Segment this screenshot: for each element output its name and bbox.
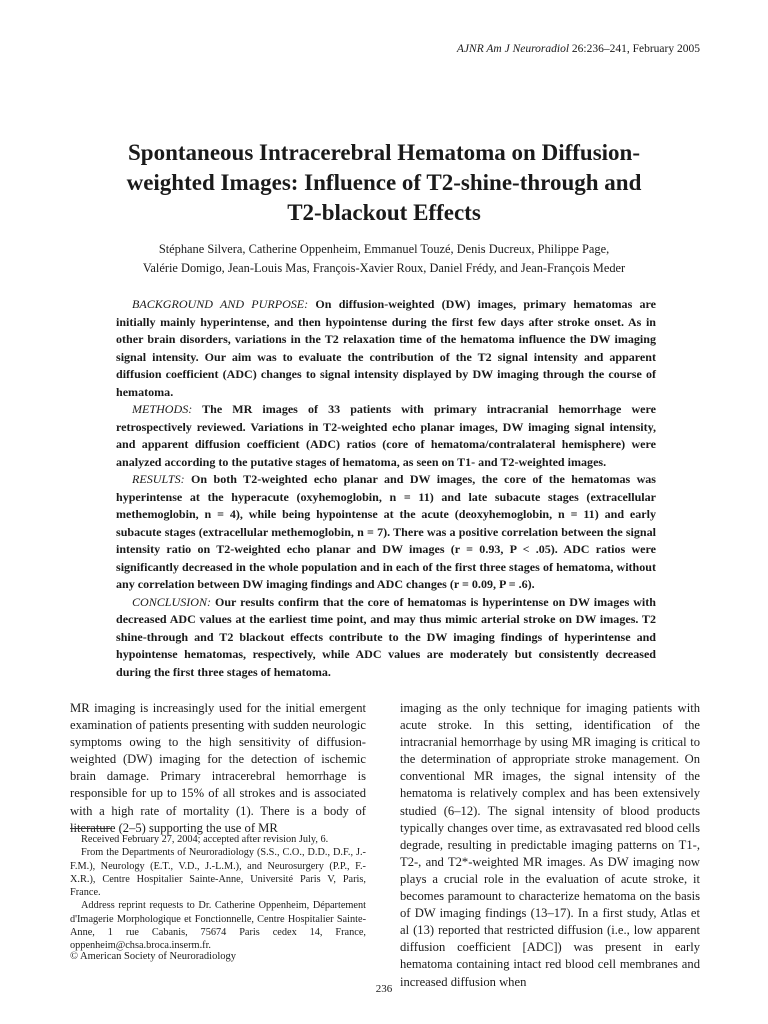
abstract-methods — [116, 401, 656, 471]
author-line: Stéphane Silvera, Catherine Oppenheim, Emmanuel Touzé, Denis Ducreux, Philippe Page, — [158, 242, 610, 256]
abstract-background — [116, 296, 656, 401]
abstract-section-text: On diffusion-weighted (DW) images, primary hematomas are initially mainly hyperintense, and then hypointense during the first few days after stroke onset. As in other brain disorders, variations in the T2 relaxation time of the hematoma influence the DW imaging signal intensity. Our aim was to evaluate the contribution of the T2 signal intensity and apparent diffusion coefficient (ADC) changes to signal intensity displayed by DW imaging through the course of hematoma. — [116, 297, 656, 399]
footnote-correspondence: Address reprint requests to Dr. Catherine Oppenheim, Département d'Imagerie Morphologique et Fonctionnelle, Centre Hospitalier Sainte-Anne, 1 rue Cabanis, 75674 Paris cedex 14, France, oppenheim@chsa.broca.inserm.fr. — [70, 900, 366, 952]
abstract-section-text: The MR images of 33 patients with primary intracranial hemorrhage were retrospectively reviewed. Variations in T2-weighted echo planar images, DW imaging signal intensity, and apparent diffusion coefficient (ADC) ratios (core of hematoma/contralateral hemisphere) were analyzed according to the putative stages of hematoma, as seen on T1- and T2-weighted images. — [116, 402, 656, 469]
body-paragraph: MR imaging is increasingly used for the initial emergent examination of patients presenting with sudden neurologic symptoms owing to the high sensitivity of diffusion-weighted (DW) imaging for the detection of ischemic brain damage. Primary intracerebral hemorrhage is responsible for up to 15% of all strokes and is associated with a high rate of mortality (1). There is a body of literature (2–5) supporting the use of MR — [70, 701, 366, 835]
journal-volume-date: 26:236–241, February 2005 — [569, 43, 700, 55]
abstract-conclusion — [116, 594, 656, 682]
page-number: 236 — [375, 983, 393, 995]
author-list — [118, 240, 650, 278]
journal-name: AJNR Am J Neuroradiol — [456, 43, 570, 55]
body-column-right — [400, 700, 700, 991]
abstract-section-label: METHODS: — [132, 402, 193, 416]
body-column-left — [70, 700, 366, 837]
author-line: Valérie Domigo, Jean-Louis Mas, François-Xavier Roux, Daniel Frédy, and Jean-François Meder — [142, 261, 626, 275]
abstract-section-label: RESULTS: — [132, 472, 185, 486]
abstract-section-text: Our results confirm that the core of hematomas is hyperintense on DW images with decreased ADC values at the earliest time point, and may thus mimic arterial stroke on DW images. T2 shine-through and T2 blackout effects contribute to the DW imaging findings of hyperintense and hypointense hematomas, respectively, while ADC values are moderately but consistently decreased during the first three stages of hematoma. — [116, 594, 656, 679]
footnotes — [70, 833, 366, 953]
footnote-affiliations: From the Departments of Neuroradiology (S.S., C.O., D.D., D.F., J.-F.M.), Neurology (E.T., V.D., J.-L.M.), and Neurosurgery (P.P., F.-X.R.), Centre Hospitalier Sainte-Anne, Université Paris V, Paris, France. — [70, 847, 366, 899]
article-title: Spontaneous Intracerebral Hematoma on Diffusion-weighted Images: Influence of T2-shine-through and T2-blackout Effects — [126, 140, 642, 225]
abstract-section-label: CONCLUSION: — [132, 594, 211, 609]
abstract-section-text: On both T2-weighted echo planar and DW images, the core of the hematomas was hyperintense at the hyperacute (oxyhemoglobin, n = 11) and late subacute stages (extracellular methemoglobin, n = 4), while being hypointense at the acute (deoxyhemoglobin, n = 11) and early subacute stages (extracellular methemoglobin, n = 7). There was a positive correlation between the signal intensity ratio on T2-weighted echo planar and DW images (r = 0.93, P < .05). ADC ratios were significantly decreased in the whole population and in each of the first three stages of hematoma, without any correlation between DW imaging findings and ADC changes (r = 0.09, P = .6). — [116, 472, 656, 591]
abstract-section-label: BACKGROUND AND PURPOSE: — [132, 297, 309, 311]
body-paragraph: imaging as the only technique for imaging patients with acute stroke. In this setting, identification of the intracranial hemorrhage by using MR imaging is critical to the determination of appropriate stroke management. On conventional MR images, the signal intensity of the hematoma is relatively complex and has been extensively studied (6–12). The signal intensity of blood products typically changes over time, as extravasated red blood cells degrade, resulting in predictable imaging patterns on T1-, T2-, and T2*-weighted MR images. As DW imaging now plays a crucial role in the evaluation of acute stroke, it becomes paramount to characterize hematoma on the basis of DW imaging findings (13–17). In a first study, Atlas et al (13) reported that restricted diffusion (i.e., low apparent diffusion coefficient [ADC]) was present in early hematoma containing intact red blood cell membranes and increased diffusion when — [400, 701, 700, 989]
abstract-results — [116, 471, 656, 594]
journal-citation-header — [457, 42, 700, 56]
abstract — [116, 296, 656, 681]
copyright-notice: © American Society of Neuroradiology — [70, 951, 237, 962]
footnote-received: Received February 27, 2004; accepted after revision July, 6. — [81, 834, 329, 845]
footnote-divider — [70, 828, 112, 829]
